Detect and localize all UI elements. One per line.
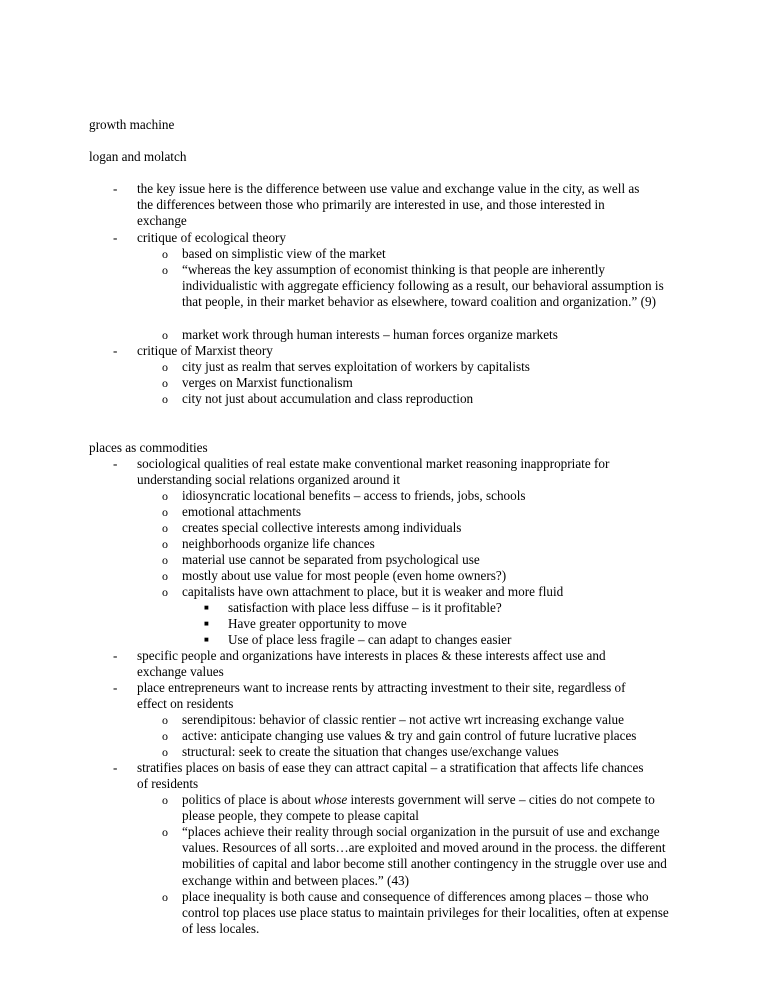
item-text: serendipitous: behavior of classic rentier – not active wrt increasing exchange value — [182, 712, 624, 727]
circle-bullet: o — [162, 729, 168, 743]
item-text: idiosyncratic locational benefits – access to friends, jobs, schools — [182, 488, 526, 503]
circle-bullet: o — [162, 825, 168, 839]
dash-bullet: - — [113, 343, 118, 358]
item-text: stratifies places on basis of ease they can attract capital – a stratification that affects life chances of residents — [137, 760, 644, 792]
circle-bullet: o — [162, 505, 168, 519]
item-text: material use cannot be separated from psychological use — [182, 552, 480, 567]
item-text: active: anticipate changing use values & try and gain control of future lucrative places — [182, 728, 637, 743]
emphasized-word: whose — [314, 792, 348, 807]
square-bullet: ■ — [204, 619, 209, 628]
item-text: city not just about accumulation and class reproduction — [182, 391, 474, 406]
circle-bullet: o — [162, 263, 168, 277]
item-text: market work through human interests – human forces organize markets — [182, 327, 558, 342]
item-text: Have greater opportunity to move — [228, 616, 407, 631]
circle-bullet: o — [162, 392, 168, 406]
item-text: specific people and organizations have interests in places & these interests affect use and exchange values — [137, 648, 606, 680]
dash-bullet: - — [113, 456, 118, 471]
circle-bullet: o — [162, 793, 168, 807]
section2-title: places as commodities — [89, 440, 208, 455]
circle-bullet: o — [162, 745, 168, 759]
dash-bullet: - — [113, 760, 118, 775]
text-after-em: interests government will serve – cities do not compete to please people, they compete to please capital — [182, 792, 655, 824]
circle-bullet: o — [162, 713, 168, 727]
document-heading: growth machine — [89, 117, 175, 132]
item-text: place entrepreneurs want to increase rents by attracting investment to their site, regardless of effect on residents — [137, 680, 626, 712]
item-text: structural: seek to create the situation that changes use/exchange values — [182, 744, 559, 759]
circle-bullet: o — [162, 489, 168, 503]
item-text — [182, 792, 677, 824]
item-text: satisfaction with place less diffuse – is it profitable? — [228, 600, 502, 615]
item-text: verges on Marxist functionalism — [182, 375, 353, 390]
circle-bullet: o — [162, 376, 168, 390]
item-text: critique of ecological theory — [137, 230, 287, 245]
item-text: critique of Marxist theory — [137, 343, 273, 358]
circle-bullet: o — [162, 328, 168, 342]
square-bullet: ■ — [204, 635, 209, 644]
dash-bullet: - — [113, 230, 118, 245]
circle-bullet: o — [162, 247, 168, 261]
dash-bullet: - — [113, 648, 118, 663]
authors-line: logan and molatch — [89, 149, 187, 164]
circle-bullet: o — [162, 537, 168, 551]
item-text: capitalists have own attachment to place, but it is weaker and more fluid — [182, 584, 564, 599]
circle-bullet: o — [162, 585, 168, 599]
item-text: emotional attachments — [182, 504, 302, 519]
item-text: city just as realm that serves exploitation of workers by capitalists — [182, 359, 530, 374]
square-bullet: ■ — [204, 603, 209, 612]
circle-bullet: o — [162, 360, 168, 374]
item-text: creates special collective interests among individuals — [182, 520, 462, 535]
text-before-em: politics of place is about — [182, 792, 315, 807]
item-text: neighborhoods organize life chances — [182, 536, 375, 551]
item-text: Use of place less fragile – can adapt to changes easier — [228, 632, 512, 647]
circle-bullet: o — [162, 553, 168, 567]
item-text: “whereas the key assumption of economist thinking is that people are inherently individualistic with aggregate efficiency following as a result, our behavioral assumption is that people, in their market behavior as elsewhere, toward coalition and organization.” (9) — [182, 262, 664, 310]
dash-bullet: - — [113, 181, 118, 196]
dash-bullet: - — [113, 680, 118, 695]
item-text: sociological qualities of real estate make conventional market reasoning inappropriate for understanding social relations organized around it — [137, 456, 610, 488]
item-text: place inequality is both cause and consequence of differences among places – those who control top places use place status to maintain privileges for their localities, often at expense of less locales. — [182, 889, 669, 937]
item-text: mostly about use value for most people (even home owners?) — [182, 568, 507, 583]
item-text: based on simplistic view of the market — [182, 246, 386, 261]
circle-bullet: o — [162, 569, 168, 583]
circle-bullet: o — [162, 890, 168, 904]
circle-bullet: o — [162, 521, 168, 535]
item-text: the key issue here is the difference between use value and exchange value in the city, as well as the differences between those who primarily are interested in use, and those interested in exchange — [137, 181, 640, 229]
item-text: “places achieve their reality through social organization in the pursuit of use and exchange values. Resources of all sorts…are exploited and moved around in the process. the different mobilities of capital and labor become still another contingency in the struggle over use and exchange within and between places.” (43) — [182, 824, 667, 888]
